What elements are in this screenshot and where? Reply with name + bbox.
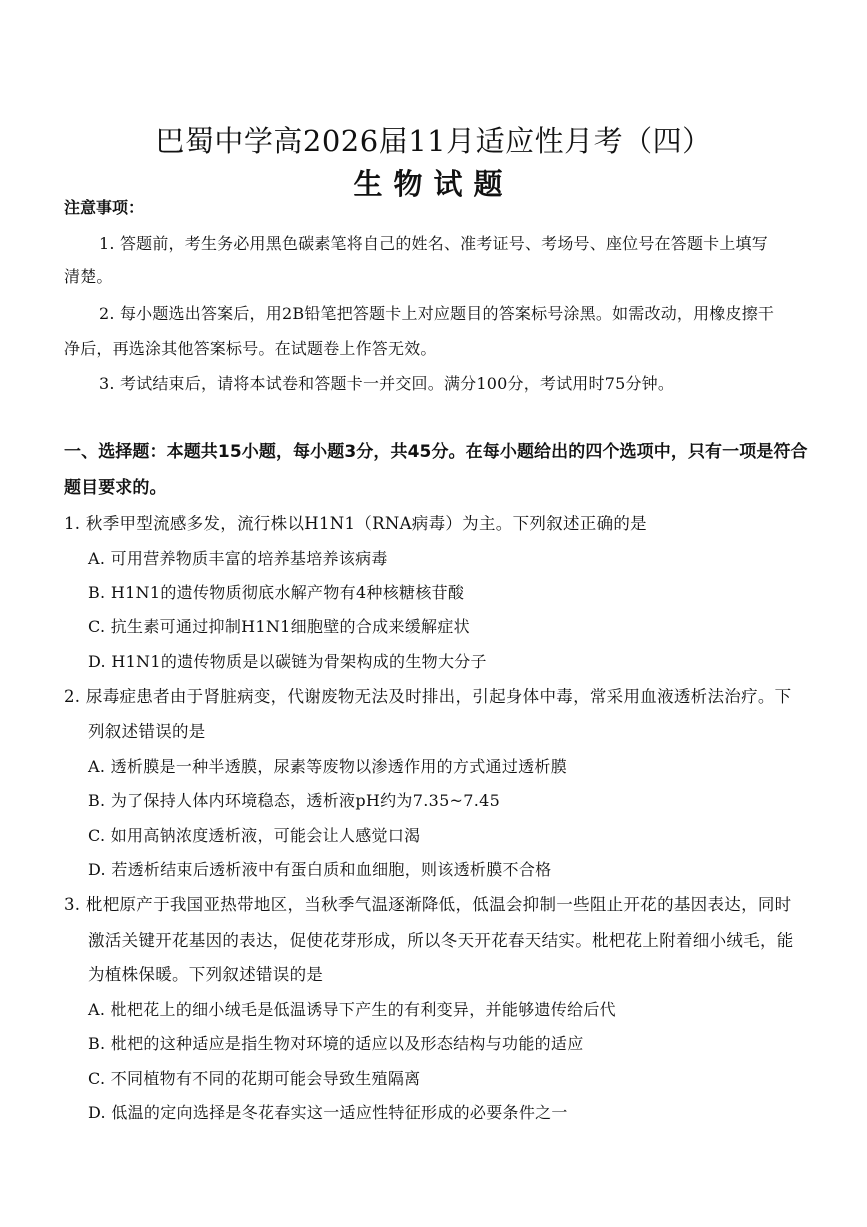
question-stem: 3. 枇杷原产于我国亚热带地区，当秋季气温逐渐降低，低温会抑制一些阻止开花的基因表达，同时 — [64, 895, 792, 914]
option-c: C. 抗生素可通过抑制H1N1细胞壁的合成来缓解症状 — [88, 617, 470, 636]
question-stem: 为植株保暖。下列叙述错误的是 — [88, 965, 324, 984]
option-a: A. 枇杷花上的细小绒毛是低温诱导下产生的有利变异，并能够遗传给后代 — [88, 1000, 616, 1019]
option-c: C. 如用高钠浓度透析液，可能会让人感觉口渴 — [88, 826, 421, 845]
question-stem: 1. 秋季甲型流感多发，流行株以H1N1（RNA病毒）为主。下列叙述正确的是 — [64, 514, 647, 533]
question-stem: 激活关键开花基因的表达，促使花芽形成，所以冬天开花春天结实。枇杷花上附着细小绒毛，能 — [88, 931, 794, 950]
notice-line: 净后，再选涂其他答案标号。在试题卷上作答无效。 — [64, 339, 437, 358]
notice-line: 3. 考试结束后，请将本试卷和答题卡一并交回。满分100分，考试用时75分钟。 — [99, 374, 675, 393]
question-stem: 2. 尿毒症患者由于肾脏病变，代谢废物无法及时排出，引起身体中毒，常采用血液透析法治疗。下 — [64, 687, 792, 706]
notice-line: 清楚。 — [64, 267, 113, 286]
option-d: D. 若透析结束后透析液中有蛋白质和血细胞，则该透析膜不合格 — [88, 860, 552, 879]
exam-subtitle: 生物试题 — [353, 167, 514, 201]
option-b: B. 枇杷的这种适应是指生物对环境的适应以及形态结构与功能的适应 — [88, 1034, 584, 1053]
exam-title: 巴蜀中学高2026届11月适应性月考（四） — [155, 124, 712, 158]
question-stem: 列叙述错误的是 — [88, 722, 206, 741]
option-b: B. H1N1的遗传物质彻底水解产物有4种核糖核苷酸 — [88, 583, 465, 602]
option-d: D. 低温的定向选择是冬花春实这一适应性特征形成的必要条件之一 — [88, 1103, 568, 1122]
notice-line: 1. 答题前，考生务必用黑色碳素笔将自己的姓名、准考证号、考场号、座位号在答题卡上填写 — [99, 234, 768, 253]
option-b: B. 为了保持人体内环境稳态，透析液pH约为7.35~7.45 — [88, 791, 501, 810]
option-c: C. 不同植物有不同的花期可能会导致生殖隔离 — [88, 1069, 421, 1088]
section-heading: 题目要求的。 — [64, 478, 167, 498]
option-d: D. H1N1的遗传物质是以碳链为骨架构成的生物大分子 — [88, 652, 487, 671]
notice-line: 2. 每小题选出答案后，用2B铅笔把答题卡上对应题目的答案标号涂黑。如需改动，用橡皮擦干 — [99, 304, 775, 323]
notice-heading: 注意事项： — [64, 198, 145, 217]
section-heading: 一、选择题：本题共15小题，每小题3分，共45分。在每小题给出的四个选项中，只有一项是符合 — [64, 442, 808, 462]
option-a: A. 透析膜是一种半透膜，尿素等废物以渗透作用的方式通过透析膜 — [88, 757, 568, 776]
option-a: A. 可用营养物质丰富的培养基培养该病毒 — [88, 549, 388, 568]
